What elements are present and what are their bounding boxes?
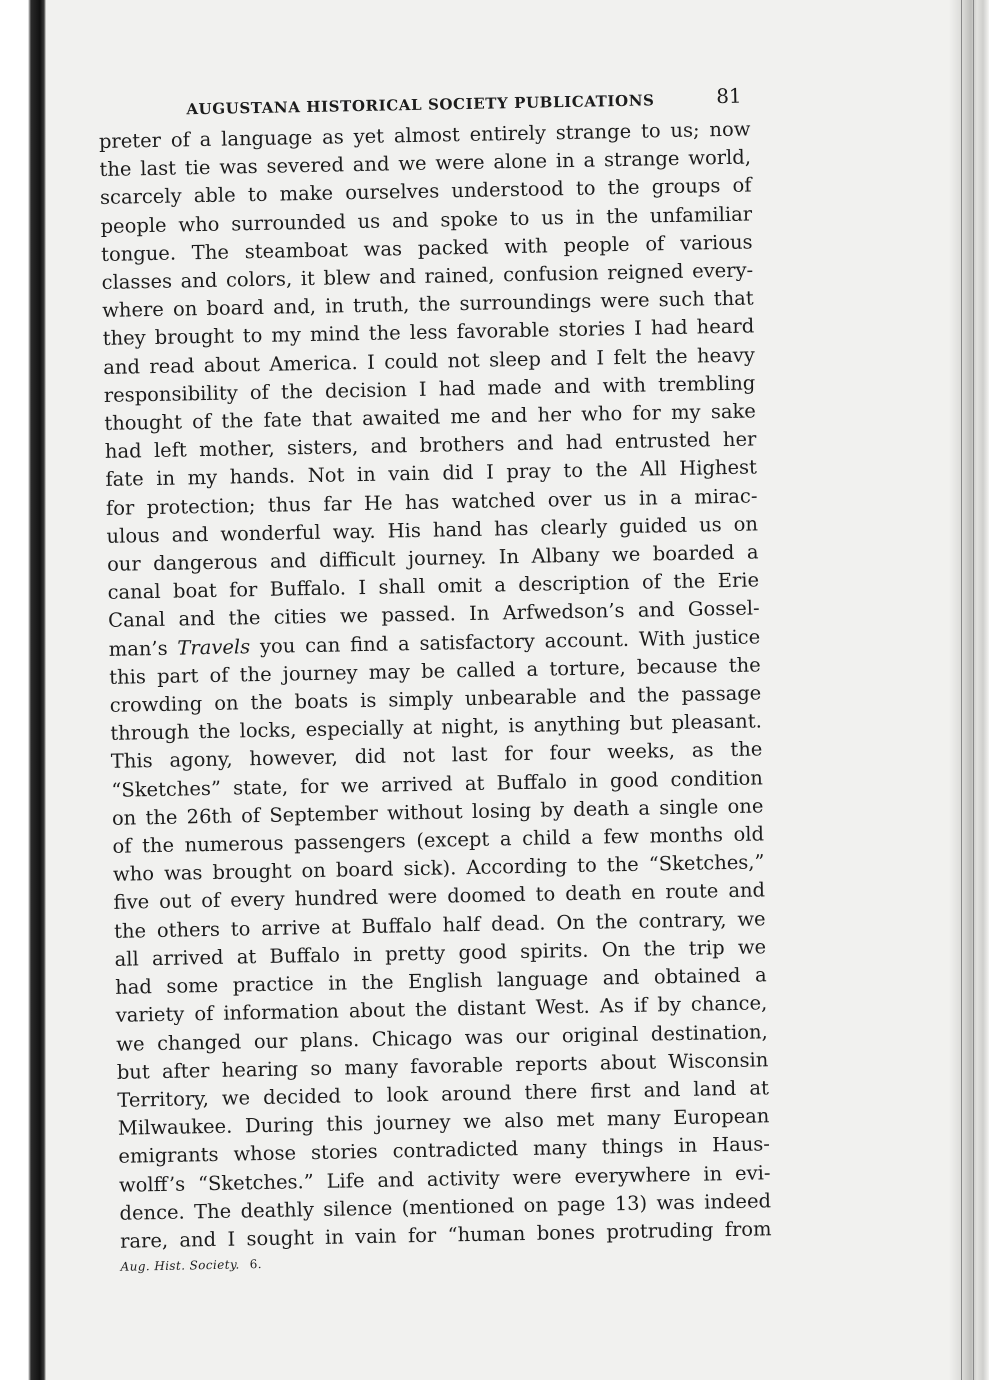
- text-line: “Sketches” state, for we arrived at Buffalo in good condition: [111, 766, 764, 802]
- text-line: scarcely able to make ourselves understood to the groups of: [99, 173, 752, 210]
- text-line: had left mother, sisters, and brothers and had entrusted her: [104, 427, 757, 464]
- text-line: who was brought on board sick). According to the “Sketches,”: [112, 850, 765, 887]
- text-line: the last tie was severed and we were alone in a strange world,: [99, 145, 752, 182]
- text-line: variety of information about the distant West. As if by chance,: [115, 991, 768, 1028]
- text-line: for protection; thus far He has watched over us in a mirac-: [105, 484, 758, 520]
- text-line: they brought to my mind the less favorable stories I had heard: [102, 314, 755, 351]
- text-line: this part of the journey may be called a torture, because the: [109, 653, 761, 689]
- text-line: of the numerous passengers (except a child a few months old: [112, 822, 765, 858]
- text-line: on the 26th of September without losing by death a single one: [111, 794, 764, 830]
- text-line: crowding on the boats is simply unbearable and the passage: [109, 681, 762, 717]
- text-line: man’s Travels you can find a satisfactory account. With justice: [108, 625, 761, 661]
- text-line: where on board and, in truth, the surroundings were such that: [101, 286, 754, 323]
- text-line: we changed our plans. Chicago was our original destination,: [116, 1019, 768, 1056]
- text-line: five out of every hundred were doomed to death en route and: [113, 878, 766, 915]
- text-line: our dangerous and difficult journey. In Albany we boarded a: [106, 540, 759, 576]
- text-line: wolff’s “Sketches.” Life and activity were everywhere in evi-: [118, 1160, 771, 1197]
- text-line: rare, and I sought in vain for “human bones protruding from: [119, 1217, 772, 1253]
- text-line: and read about America. I could not sleep and I felt the heavy: [103, 343, 755, 379]
- text-line: dence. The deathly silence (mentioned on page 13) was indeed: [119, 1189, 772, 1225]
- signature-number: 6.: [249, 1257, 263, 1272]
- text-line: This agony, however, did not last for four weeks, as the: [110, 737, 763, 774]
- text-line: emigrants whose stories contradicted many things in Haus-: [118, 1132, 771, 1169]
- page-number: 81: [715, 83, 742, 109]
- book-title-italic: Travels: [177, 634, 251, 660]
- text-line: fate in my hands. Not in vain did I pray to the All Highest: [105, 455, 758, 492]
- text-line: but after hearing so many favorable reports about Wisconsin: [116, 1048, 769, 1084]
- text-line: the others to arrive at Buffalo half dead. On the contrary, we: [113, 907, 766, 943]
- page-edge: [949, 0, 989, 1380]
- text-line: canal boat for Buffalo. I shall omit a description of the Erie: [107, 568, 760, 605]
- book-page: [98, 79, 776, 1273]
- text-line: through the locks, especially at night, is anything but pleasant.: [110, 709, 762, 746]
- body-text: [99, 115, 776, 1255]
- page-edge-line: [961, 0, 962, 1380]
- text-line: Milwaukee. During this journey we also met many European: [117, 1104, 770, 1140]
- page-edge-line: [973, 0, 974, 1380]
- text-line: responsibility of the decision I had made and with trembling: [103, 371, 756, 407]
- text-line: Territory, we decided to look around there first and land at: [117, 1076, 770, 1112]
- book-spine-shadow: [0, 0, 46, 1380]
- signature-text: Aug. Hist. Society.: [120, 1257, 240, 1274]
- text-line: classes and colors, it blew and rained, confusion reigned every-: [101, 258, 754, 294]
- text-line: had some practice in the English language and obtained a: [114, 963, 767, 999]
- text-line: thought of the fate that awaited me and her who for my sake: [104, 399, 757, 435]
- text-line: Canal and the cities we passed. In Arfwedson’s and Gossel-: [107, 596, 760, 633]
- running-title: AUGUSTANA HISTORICAL SOCIETY PUBLICATIONS: [186, 91, 655, 119]
- text-line: people who surrounded us and spoke to us in the unfamiliar: [100, 202, 753, 238]
- text-line: tongue. The steamboat was packed with people of various: [100, 230, 753, 266]
- text-line: all arrived at Buffalo in pretty good spirits. On the trip we: [114, 935, 767, 971]
- text-line: preter of a language as yet almost entirely strange to us; now: [98, 117, 751, 153]
- text-line: ulous and wonderful way. His hand has clearly guided us on: [106, 512, 759, 548]
